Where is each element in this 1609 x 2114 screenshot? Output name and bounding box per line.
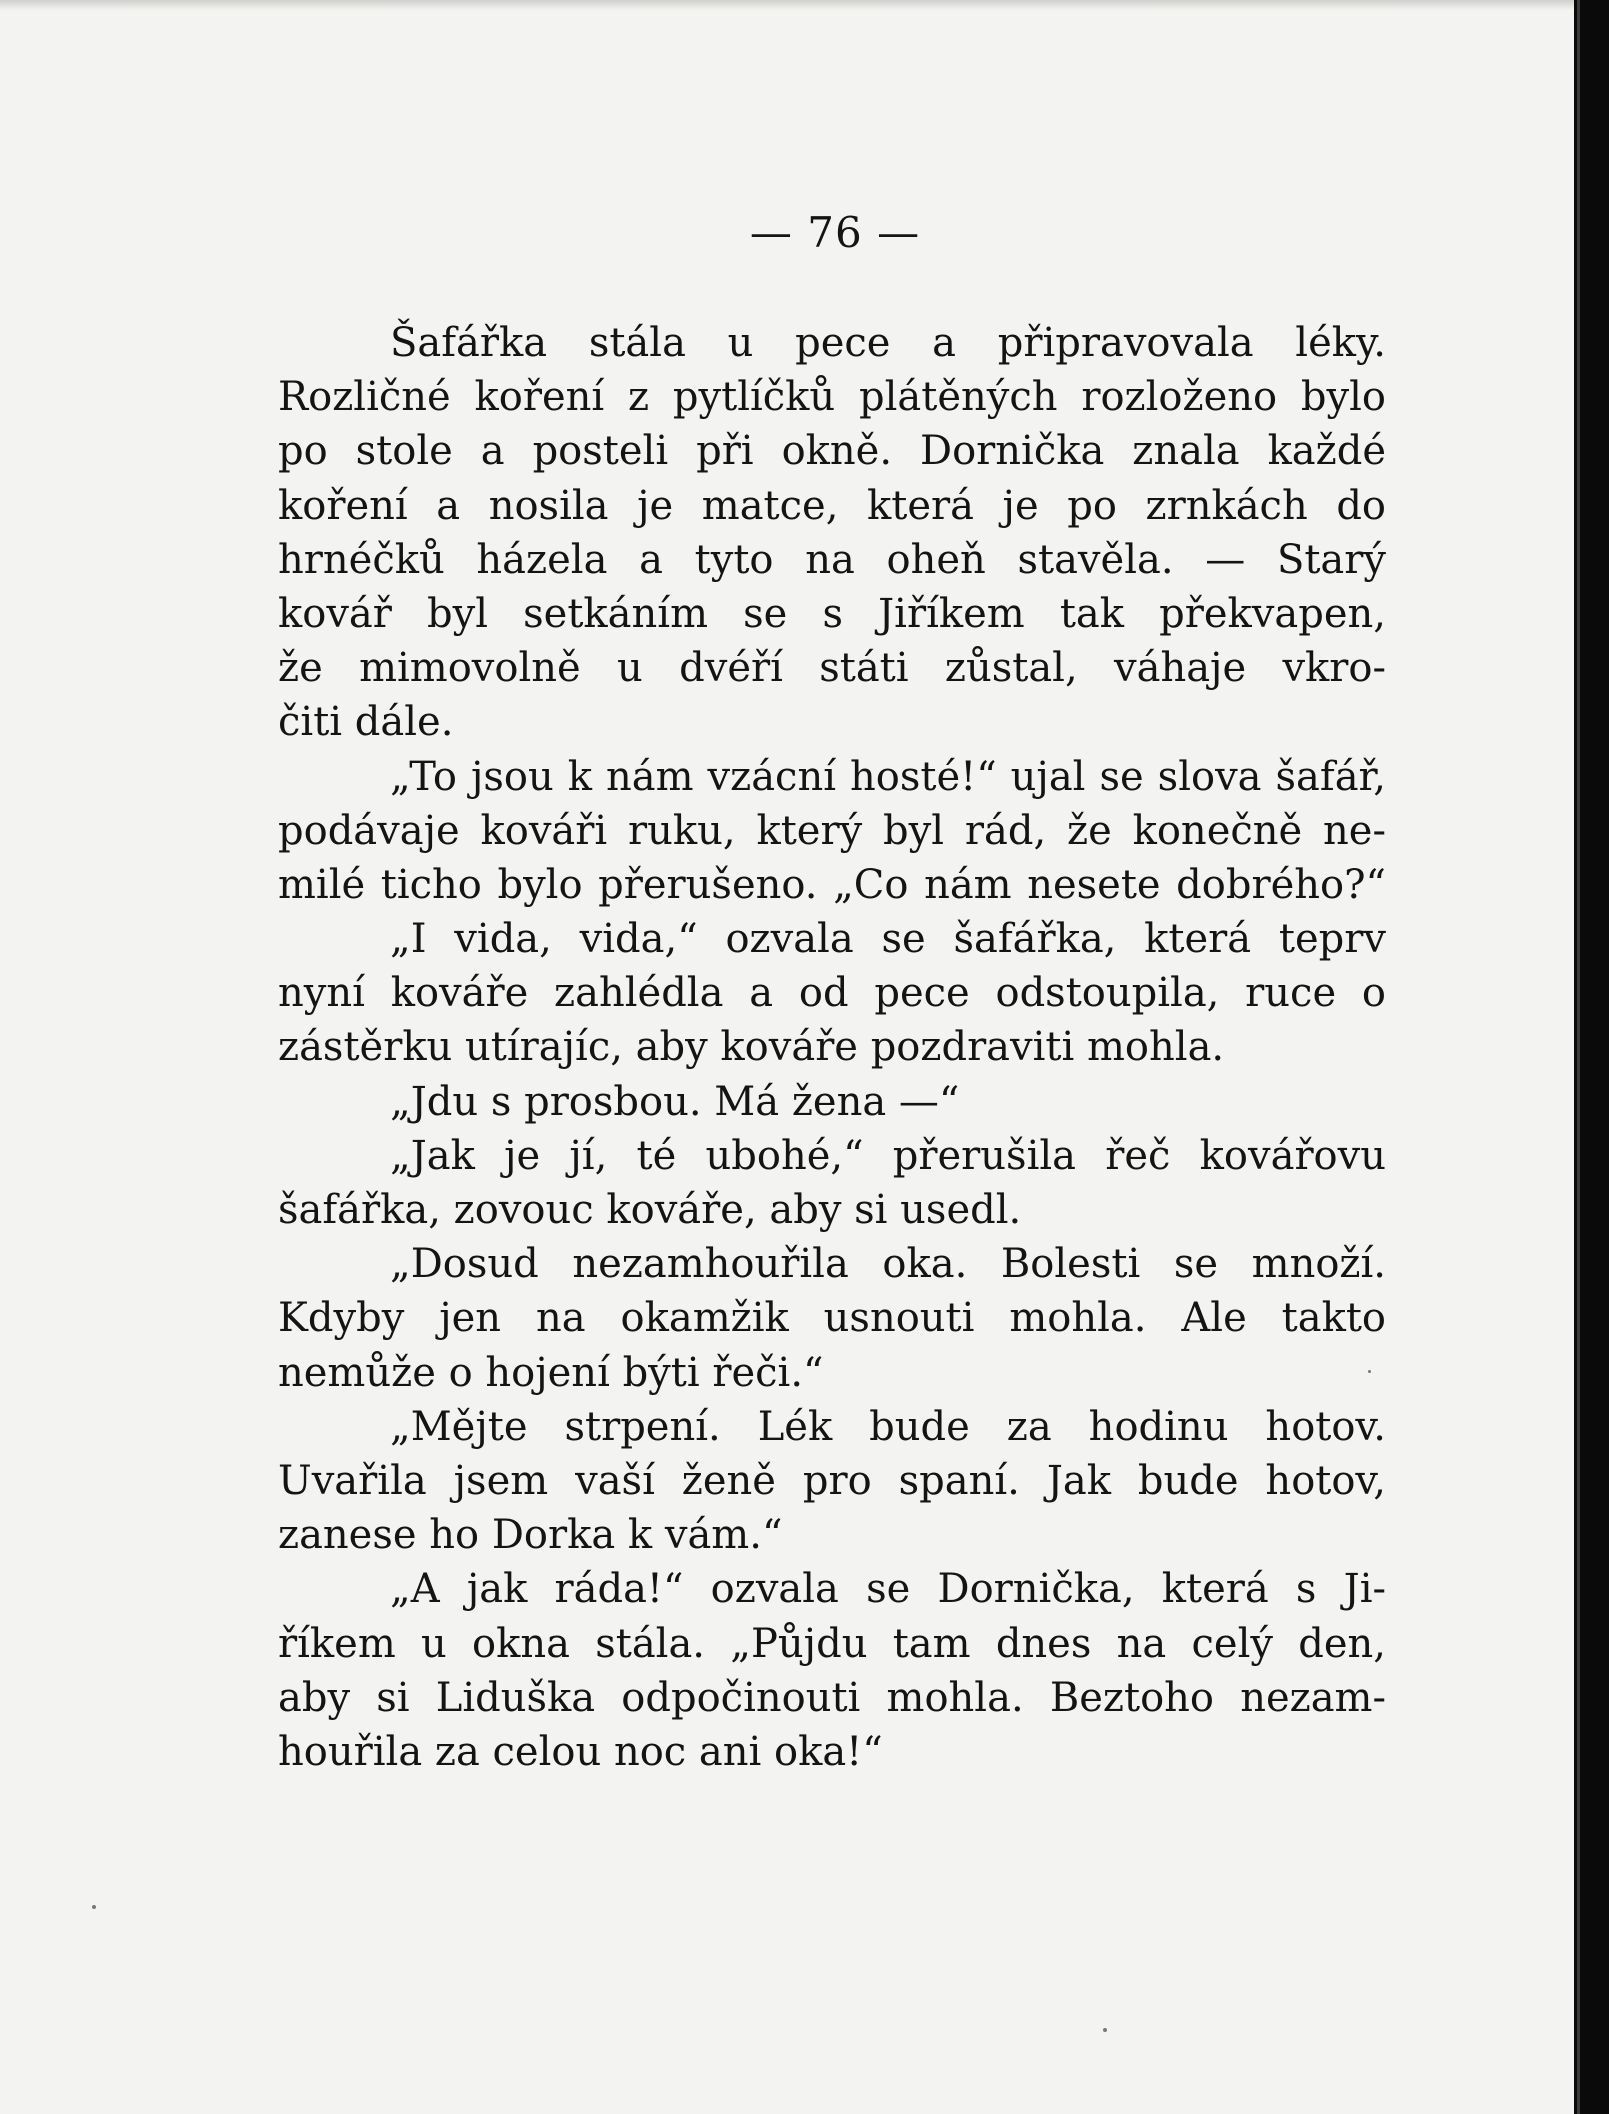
text-line: nyní kováře zahlédla a od pece odstoupila, ruce o: [278, 970, 1386, 1017]
text-line: „I vida, vida,“ ozvala se šafářka, která teprv: [390, 916, 1386, 963]
paper-speck: [1368, 1370, 1371, 1373]
scan-border-line: [1577, 0, 1580, 2114]
text-line: Kdyby jen na okamžik usnouti mohla. Ale takto: [278, 1295, 1386, 1342]
text-line: „Dosud nezamhouřila oka. Bolesti se množí.: [390, 1241, 1386, 1288]
text-line: „A jak ráda!“ ozvala se Dornička, která s Ji-: [390, 1566, 1386, 1613]
text-line: zástěrku utírajíc, aby kováře pozdraviti mohla.: [278, 1024, 1225, 1071]
page-number: — 76 —: [749, 208, 921, 257]
text-line: koření a nosila je matce, která je po zrnkách do: [278, 482, 1386, 529]
text-line: čiti dále.: [278, 699, 454, 746]
text-line: zanese ho Dorka k vám.“: [278, 1512, 783, 1559]
page-top-edge: [0, 0, 1574, 10]
text-line: podávaje kováři ruku, který byl rád, že konečně ne-: [278, 807, 1386, 854]
text-line: milé ticho bylo přerušeno. „Co nám nesete dobrého?“: [278, 861, 1386, 908]
text-line: kovář byl setkáním se s Jiříkem tak překvapen,: [278, 590, 1386, 637]
text-line: po stole a posteli při okně. Dornička znala každé: [278, 428, 1386, 475]
paper-speck: [92, 1905, 96, 1909]
paper-speck: [1103, 2028, 1107, 2032]
text-line: „Jak je jí, té ubohé,“ přerušila řeč kovářovu: [390, 1132, 1386, 1179]
text-line: že mimovolně u dvéří státi zůstal, váhaje vkro-: [278, 645, 1386, 692]
text-line: „Mějte strpení. Lék bude za hodinu hotov.: [390, 1403, 1386, 1450]
body-text: [278, 316, 1386, 1779]
text-line: šafářka, zovouc kováře, aby si usedl.: [278, 1187, 1022, 1233]
text-line: houřila za celou noc ani oka!“: [278, 1728, 883, 1775]
text-line: hrnéčků házela a tyto na oheň stavěla. — Starý: [278, 536, 1386, 583]
text-line: říkem u okna stála. „Půjdu tam dnes na celý den,: [278, 1620, 1386, 1667]
text-line: Uvařila jsem vaší ženě pro spaní. Jak bude hotov,: [278, 1457, 1386, 1504]
text-line: nemůže o hojení býti řeči.“: [278, 1349, 824, 1396]
text-line: „To jsou k nám vzácní hosté!“ ujal se slova šafář,: [390, 753, 1386, 800]
text-line: Rozličné koření z pytlíčků plátěných rozloženo bylo: [278, 374, 1386, 421]
text-line: aby si Liduška odpočinouti mohla. Beztoho nezam-: [278, 1674, 1386, 1721]
text-line: „Jdu s prosbou. Má žena —“: [390, 1078, 960, 1125]
text-line: Šafářka stála u pece a připravovala léky.: [390, 320, 1386, 366]
